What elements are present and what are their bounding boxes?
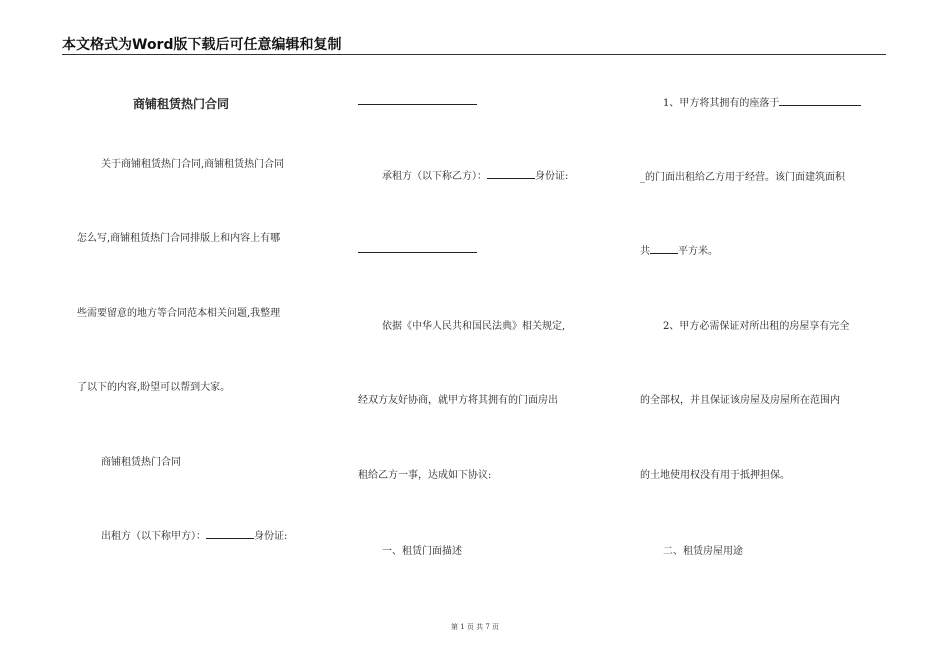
document-header-title: 本文格式为Word版下载后可任意编辑和复制: [62, 37, 342, 53]
paragraph-line: 的土地使用权没有用于抵押担保。: [640, 470, 790, 481]
paragraph-line: 关于商铺租赁热门合同,商铺租赁热门合同: [101, 159, 285, 170]
area-suffix: 平方米。: [678, 246, 718, 257]
lessee-id-blank: [487, 169, 535, 179]
clause-text: 1、甲方将其拥有的座落于: [663, 98, 780, 109]
header-divider: [62, 54, 886, 55]
paragraph-line: 了以下的内容,盼望可以帮到大家。: [77, 382, 231, 393]
blank-line: [358, 104, 477, 105]
page-number: 第 1 页 共 7 页: [450, 623, 500, 631]
lessor-label: 出租方（以下称甲方）：: [101, 531, 206, 542]
paragraph-line: 经双方友好协商，就甲方将其拥有的门面房出: [358, 395, 558, 406]
paragraph-line: 怎么写,商铺租赁热门合同排版上和内容上有哪: [77, 233, 281, 244]
paragraph-line: _的门面出租给乙方用于经营。该门面建筑面积: [640, 172, 845, 183]
location-blank: [779, 96, 861, 106]
lessee-line: [382, 167, 568, 182]
area-line: [640, 242, 718, 257]
paragraph-line: 依据《中华人民共和国民法典》相关规定,: [382, 321, 566, 332]
section-heading: 商铺租赁热门合同: [101, 457, 181, 468]
id-card-label: 身份证:: [254, 531, 288, 542]
lessor-id-blank: [206, 529, 254, 539]
area-blank: [650, 244, 678, 254]
paragraph-line: 租给乙方一事，达成如下协议:: [358, 470, 492, 481]
paragraph-line: 些需要留意的地方等合同范本相关问题,我整理: [77, 308, 281, 319]
area-prefix: 共: [640, 246, 650, 257]
contract-title: 商铺租赁热门合同: [133, 97, 230, 111]
section-heading: 二、租赁房屋用途: [663, 546, 743, 557]
section-heading: 一、租赁门面描述: [382, 546, 462, 557]
lessee-label: 承租方（以下称乙方）：: [382, 171, 487, 182]
lessor-line: [101, 527, 287, 542]
paragraph-line: 的全部权，并且保证该房屋及房屋所在范围内: [640, 395, 840, 406]
paragraph-line: 2、甲方必需保证对所出租的房屋享有完全: [663, 321, 850, 332]
blank-line: [358, 252, 477, 253]
clause-line: [663, 94, 861, 109]
id-card-label: 身份证:: [535, 171, 569, 182]
